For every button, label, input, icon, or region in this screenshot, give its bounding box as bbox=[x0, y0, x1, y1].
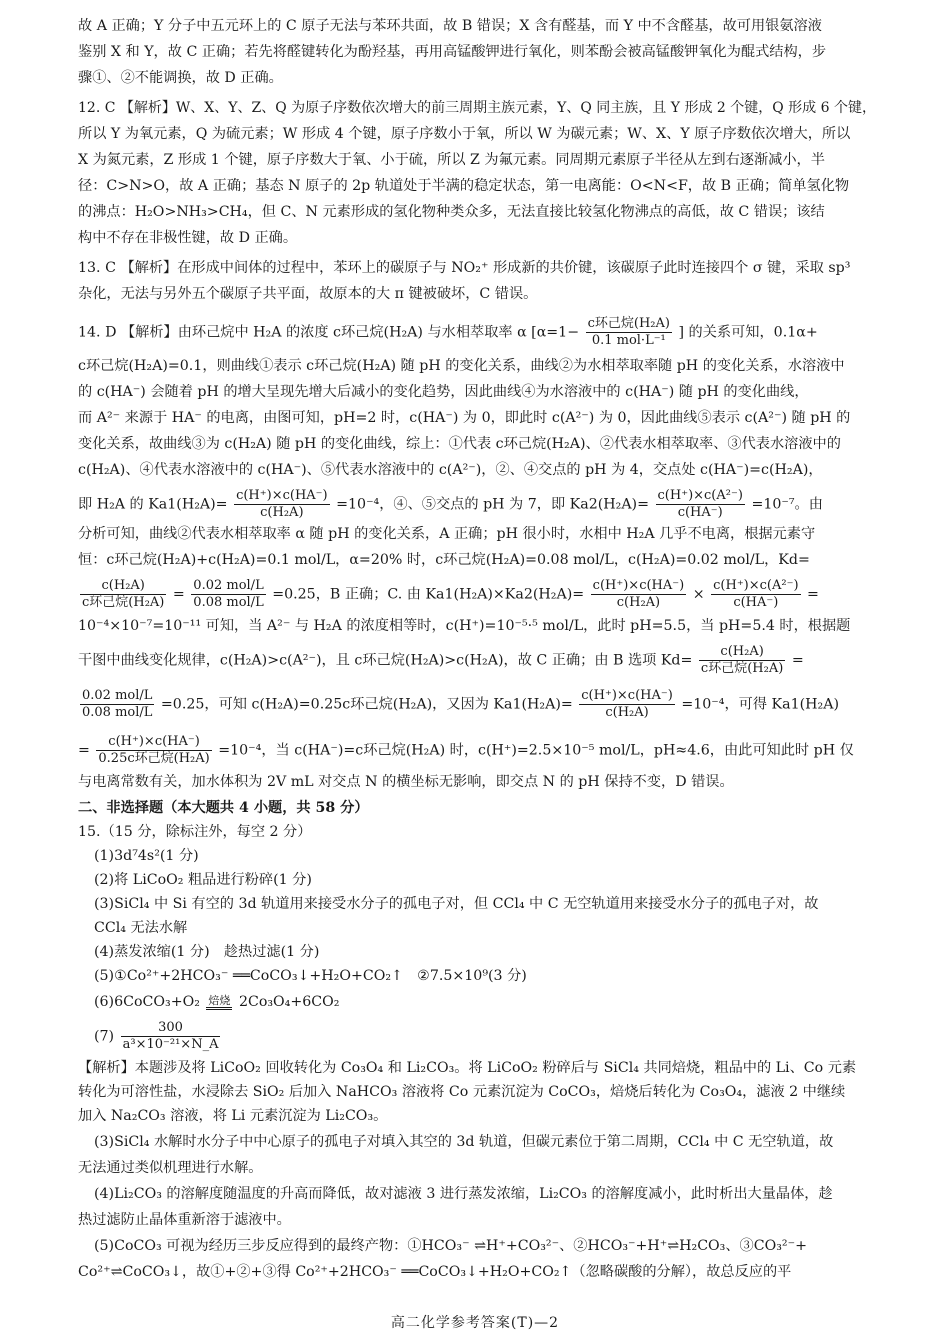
fraction bbox=[96, 734, 211, 767]
text-segment: =0.25，可知 c(H₂A)=0.25c环己烷(H₂A)，又因为 Ka1(H₂A)= bbox=[160, 696, 573, 713]
fraction bbox=[591, 578, 687, 611]
text-line: 杂化，无法与另外五个碳原子共平面，故原本的大 π 键被破坏，C 错误。 bbox=[78, 286, 538, 302]
text-line: 转化为可溶性盐，水浸除去 SiO₂ 后加入 NaHCO₃ 溶液将 Co 元素沉淀为 CoCO₃，焙烧后转化为 Co₃O₄，滤液 2 中继续 bbox=[78, 1084, 846, 1100]
text-line: c环己烷(H₂A)=0.1，则曲线①表示 c环己烷(H₂A) 随 pH 的变化关系，曲线②为水相萃取率随 pH 的变化关系，水溶液中 bbox=[78, 358, 845, 374]
answer-item: (5)①Co²⁺+2HCO₃⁻ ══CoCO₃↓+H₂O+CO₂↑ ②7.5×10⁹(3 分) bbox=[94, 968, 527, 984]
text-segment: (6)6CoCO₃+O₂ bbox=[94, 994, 200, 1010]
text-line: 所以 Y 为氧元素，Q 为硫元素；W 形成 4 个键，原子序数小于氧，所以 W 为碳元素；W、X、Y 原子序数依次增大，所以 bbox=[78, 126, 851, 142]
text-segment: 14. D 【解析】由环己烷中 H₂A 的浓度 c环己烷(H₂A) 与水相萃取率 α bbox=[78, 324, 527, 341]
fraction bbox=[80, 578, 166, 611]
text-segment: =0.25，B 正确；C. 由 Ka1(H₂A)×Ka2(H₂A)= bbox=[272, 586, 585, 603]
text-line: 径：C>N>O，故 A 正确；基态 N 原子的 2p 轨道处于半满的稳定状态，第一电离能：O<N<F，故 B 正确；简单氢化物 bbox=[78, 178, 850, 194]
fraction bbox=[586, 316, 672, 349]
question-14-answer bbox=[78, 316, 818, 349]
text-line: 鉴别 X 和 Y，故 C 正确；若先将醛键转化为酚羟基，再用高锰酸钾进行氧化，则苯酚会被高锰酸钾氧化为醌式结构，步 bbox=[78, 44, 827, 60]
text-line: 构中不存在非极性键，故 D 正确。 bbox=[78, 230, 298, 246]
fraction bbox=[656, 488, 745, 521]
fraction bbox=[191, 578, 265, 611]
text-segment: =10⁻⁴，当 c(HA⁻)=c环己烷(H₂A) 时，c(H⁺)=2.5×10⁻⁵ mol/L，pH≈4.6，由此可知此时 pH 仅 bbox=[218, 742, 854, 759]
text-line: 变化关系，故曲线③为 c(H₂A) 随 pH 的变化曲线，综上：①代表 c环己烷(H₂A)、②代表水相萃取率、③代表水溶液中的 bbox=[78, 436, 841, 452]
text-line: (3)SiCl₄ 水解时水分子中中心原子的孤电子对填入其空的 3d 轨道，但碳元素位于第二周期，CCl₄ 中 C 无空轨道，故 bbox=[94, 1134, 834, 1150]
text-segment: = bbox=[791, 652, 804, 669]
text-segment: =10⁻⁷。由 bbox=[751, 496, 823, 513]
denominator: c(H₂A) bbox=[605, 705, 649, 720]
text-line: 的沸点：H₂O>NH₃>CH₄，但 C、N 元素形成的氢化物种类众多，无法直接比较氢化物沸点的高低，故 C 错误；该结 bbox=[78, 204, 825, 220]
question-12-answer: 12. C 【解析】W、X、Y、Z、Q 为原子序数依次增大的前三周期主族元素，Y、Q 同主族，且 Y 形成 2 个键，Q 形成 6 个键， bbox=[78, 100, 876, 116]
denominator: 0.25c环己烷(H₂A) bbox=[98, 751, 210, 766]
answer-item: (1)3d⁷4s²(1 分) bbox=[94, 848, 199, 864]
text-line: 10⁻⁴×10⁻⁷=10⁻¹¹ 可知，当 A²⁻ 与 H₂A 的浓度相等时，c(H⁺)=10⁻⁵·⁵ mol/L，此时 pH=5.5，当 pH=5.4 时，根据题 bbox=[78, 618, 851, 634]
text-segment: = bbox=[807, 586, 819, 603]
text-line: 的 c(HA⁻) 会随着 pH 的增大呈现先增大后减小的变化趋势，因此曲线④为水溶液中的 c(HA⁻) 随 pH 的变化曲线， bbox=[78, 384, 809, 400]
text-line bbox=[78, 688, 839, 721]
text-line: X 为氮元素，Z 形成 1 个键，原子序数大于氧、小于硫，所以 Z 为氟元素。同周期元素原子半径从左到右逐渐减小，半 bbox=[78, 152, 825, 168]
denominator: c(HA⁻) bbox=[677, 505, 723, 520]
text-line bbox=[78, 644, 804, 677]
numerator: c(H⁺)×c(A²⁻) bbox=[657, 488, 743, 503]
answer-item bbox=[94, 1020, 222, 1053]
page-footer: 高二化学参考答案(T)—2 bbox=[390, 1315, 560, 1331]
numerator: c(H⁺)×c(A²⁻) bbox=[713, 578, 799, 593]
denominator: 0.08 mol/L bbox=[193, 595, 264, 610]
numerator: c(H⁺)×c(HA⁻) bbox=[592, 578, 685, 593]
reaction-arrow bbox=[206, 995, 232, 1010]
denominator: c环己烷(H₂A) bbox=[82, 595, 165, 610]
fraction bbox=[711, 578, 800, 611]
denominator: c(H₂A) bbox=[616, 595, 661, 610]
text-line: Co²⁺⇌CoCO₃↓，故①+②+③得 Co²⁺+2HCO₃⁻ ══CoCO₃↓+H₂O+CO₂↑（忽略碳酸的分解），故总反应的平 bbox=[78, 1264, 792, 1280]
reaction-condition: 焙烧 bbox=[206, 995, 232, 1010]
text-line bbox=[78, 488, 823, 521]
text-segment: × bbox=[692, 586, 705, 603]
text-line: c(H₂A)、④代表水溶液中的 c(HA⁻)、⑤代表水溶液中的 c(A²⁻)，②、④交点的 pH 为 4，交点处 c(HA⁻)=c(H₂A)， bbox=[78, 462, 823, 478]
fraction bbox=[234, 488, 330, 521]
text-line: (5)CoCO₃ 可视为经历三步反应得到的最终产物：①HCO₃⁻ ⇌H⁺+CO₃²⁻、②HCO₃⁻+H⁺⇌H₂CO₃、③CO₃²⁻+ bbox=[94, 1238, 807, 1254]
denominator: a³×10⁻²¹×N_A bbox=[122, 1037, 219, 1052]
text-segment: 2Co₃O₄+6CO₂ bbox=[238, 994, 340, 1010]
text-segment: = bbox=[172, 586, 185, 603]
text-line bbox=[78, 578, 819, 611]
denominator: c(H₂A) bbox=[260, 505, 304, 520]
fraction bbox=[80, 688, 154, 721]
section-heading: 二、非选择题（本大题共 4 小题，共 58 分） bbox=[78, 800, 369, 816]
text-line: 而 A²⁻ 来源于 HA⁻ 的电离，由图可知，pH=2 时，c(HA⁻) 为 0，即此时 c(A²⁻) 为 0，因此曲线⑤表示 c(A²⁻) 随 pH 的 bbox=[78, 410, 851, 426]
text-segment: =10⁻⁴，可得 Ka1(H₂A) bbox=[681, 696, 839, 713]
numerator: 0.02 mol/L bbox=[193, 578, 264, 593]
question-15-heading: 15.（15 分，除标注外，每空 2 分） bbox=[78, 824, 312, 840]
text-line: (4)Li₂CO₃ 的溶解度随温度的升高而降低，故对滤液 3 进行蒸发浓缩，Li₂CO₃ 的溶解度减小，此时析出大量晶体，趁 bbox=[94, 1186, 833, 1202]
numerator: c环己烷(H₂A) bbox=[587, 316, 670, 331]
denominator: c(HA⁻) bbox=[733, 595, 779, 610]
answer-item: (2)将 LiCoO₂ 粗品进行粉碎(1 分) bbox=[94, 872, 312, 888]
text-line: 与电离常数有关，加水体积为 2V mL 对交点 N 的横坐标无影响，即交点 N 的 pH 保持不变，D 错误。 bbox=[78, 774, 734, 790]
numerator: c(H⁺)×c(HA⁻) bbox=[581, 688, 673, 703]
answer-item: (4)蒸发浓缩(1 分) 趁热过滤(1 分) bbox=[94, 944, 320, 960]
text-segment: [α=1− bbox=[531, 324, 580, 341]
numerator: c(H⁺)×c(HA⁻) bbox=[96, 734, 211, 751]
text-line: 故 A 正确；Y 分子中五元环上的 C 原子无法与苯环共面，故 B 错误；X 含有醛基，而 Y 中不含醛基，故可用银氨溶液 bbox=[78, 18, 822, 34]
analysis-text: 【解析】本题涉及将 LiCoO₂ 回收转化为 Co₃O₄ 和 Li₂CO₃。将 LiCoO₂ 粉碎后与 SiCl₄ 共同焙烧，粗品中的 Li、Co 元素 bbox=[78, 1060, 857, 1076]
denominator: 0.1 mol·L⁻¹ bbox=[591, 333, 666, 348]
text-line: 分析可知，曲线②代表水相萃取率 α 随 pH 的变化关系，A 正确；pH 很小时，水相中 H₂A 几乎不电离，根据元素守 bbox=[78, 526, 816, 542]
fraction bbox=[121, 1020, 221, 1053]
numerator: 0.02 mol/L bbox=[82, 688, 153, 703]
answer-item bbox=[94, 990, 339, 1014]
question-13-answer: 13. C 【解析】在形成中间体的过程中，苯环上的碳原子与 NO₂⁺ 形成新的共价键，该碳原子此时连接四个 σ 键，采取 sp³ bbox=[78, 260, 851, 276]
text-segment: =10⁻⁴，④、⑤交点的 pH 为 7，即 Ka2(H₂A)= bbox=[336, 496, 649, 513]
text-segment: 干图中曲线变化规律，c(H₂A)>c(A²⁻)，且 c环己烷(H₂A)>c(H₂A)，故 C 正确；由 B 选项 Kd= bbox=[78, 652, 693, 669]
fraction bbox=[699, 644, 785, 677]
text-line: 热过滤防止晶体重新溶于滤液中。 bbox=[78, 1212, 291, 1228]
text-line bbox=[78, 734, 854, 767]
text-segment: (7) bbox=[94, 1028, 115, 1045]
numerator: 300 bbox=[121, 1020, 221, 1037]
denominator: c环己烷(H₂A) bbox=[700, 661, 784, 676]
text-line: 恒：c环己烷(H₂A)+c(H₂A)=0.1 mol/L，α=20% 时，c环己烷(H₂A)=0.08 mol/L，c(H₂A)=0.02 mol/L，Kd= bbox=[78, 552, 810, 568]
text-segment: 即 H₂A 的 Ka1(H₂A)= bbox=[78, 496, 228, 513]
text-line: 加入 Na₂CO₃ 溶液，将 Li 元素沉淀为 Li₂CO₃。 bbox=[78, 1108, 388, 1124]
numerator: c(H₂A) bbox=[80, 578, 166, 595]
answer-item: (3)SiCl₄ 中 Si 有空的 3d 轨道用来接受水分子的孤电子对，但 CCl₄ 中 C 无空轨道用来接受水分子的孤电子对，故 bbox=[94, 896, 819, 912]
text-segment: = bbox=[78, 742, 90, 759]
text-segment: ] 的关系可知，0.1α+ bbox=[678, 324, 818, 341]
numerator: c(H⁺)×c(HA⁻) bbox=[236, 488, 328, 503]
text-line: 骤①、②不能调换，故 D 正确。 bbox=[78, 70, 283, 86]
denominator: 0.08 mol/L bbox=[82, 705, 153, 720]
text-line: CCl₄ 无法水解 bbox=[94, 920, 188, 936]
fraction bbox=[579, 688, 675, 721]
text-line: 无法通过类似机理进行水解。 bbox=[78, 1160, 263, 1176]
numerator: c(H₂A) bbox=[699, 644, 785, 661]
